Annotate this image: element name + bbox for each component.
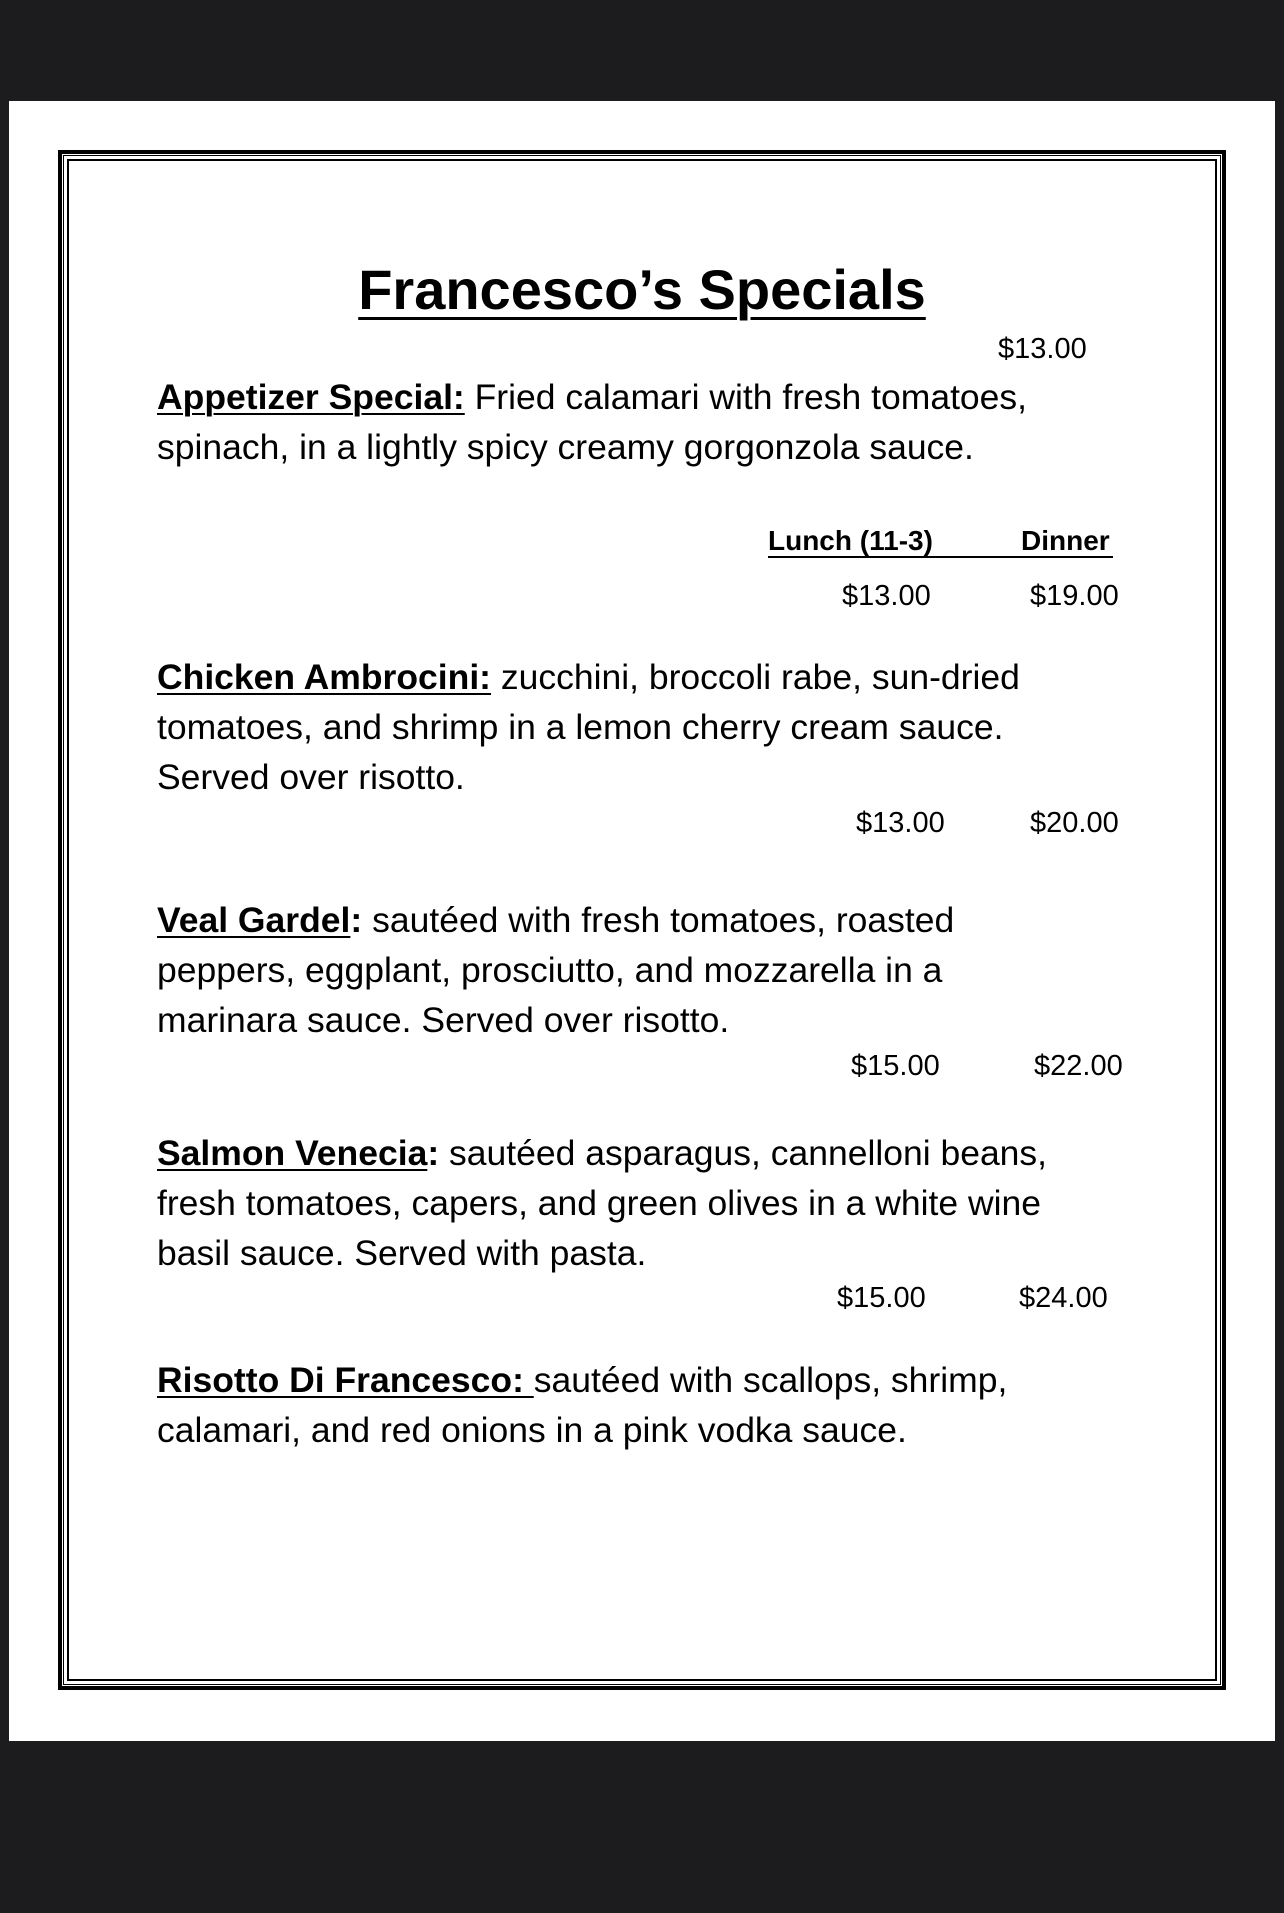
- item-name-colon: :: [350, 900, 363, 940]
- item-description: sautéed with scallops, shrimp, calamari, and red onions in a pink vodka sauce.: [157, 1360, 1008, 1450]
- item-name: Veal Gardel: [157, 900, 351, 940]
- item-name: Appetizer Special:: [157, 377, 465, 417]
- item-description: sautéed with fresh tomatoes, roasted peppers, eggplant, prosciutto, and mozzarella in a marinara sauce. Served over risotto.: [157, 900, 955, 1040]
- menu-item-risotto-di-francesco: [157, 1355, 1057, 1455]
- item-name: Salmon Venecia: [157, 1133, 428, 1173]
- appetizer-price: $13.00: [998, 333, 1087, 365]
- item-name: Chicken Ambrocini:: [157, 657, 492, 697]
- lunch-price: $15.00: [837, 1282, 926, 1314]
- dinner-price: $20.00: [1030, 807, 1119, 839]
- menu-item-chicken-ambrocini: [157, 652, 1117, 802]
- item-description: sautéed asparagus, cannelloni beans, fresh tomatoes, capers, and green olives in a white wine basil sauce. Served with pasta.: [157, 1133, 1048, 1273]
- lunch-price: $13.00: [842, 580, 931, 612]
- menu-item-veal-gardel: [157, 895, 1037, 1045]
- dinner-price: $19.00: [1030, 580, 1119, 612]
- item-description: zucchini, broccoli rabe, sun-dried tomatoes, and shrimp in a lemon cherry cream sauce. Served over risotto.: [157, 657, 1020, 797]
- menu-item-appetizer: [157, 372, 1097, 472]
- column-header-dinner: Dinner: [1021, 525, 1110, 556]
- menu-item-salmon-venecia: [157, 1128, 1122, 1278]
- dinner-price: $22.00: [1034, 1050, 1123, 1082]
- item-description: Fried calamari with fresh tomatoes, spinach, in a lightly spicy creamy gorgonzola sauce.: [157, 377, 1028, 467]
- column-header-lunch: Lunch (11-3): [768, 525, 933, 556]
- item-name: Risotto Di Francesco:: [157, 1360, 534, 1400]
- lunch-price: $15.00: [851, 1050, 940, 1082]
- column-header-rule: [768, 556, 1113, 558]
- item-name-colon: :: [427, 1133, 440, 1173]
- menu-title: Francesco’s Specials: [358, 258, 926, 321]
- dinner-price: $24.00: [1019, 1282, 1108, 1314]
- lunch-price: $13.00: [856, 807, 945, 839]
